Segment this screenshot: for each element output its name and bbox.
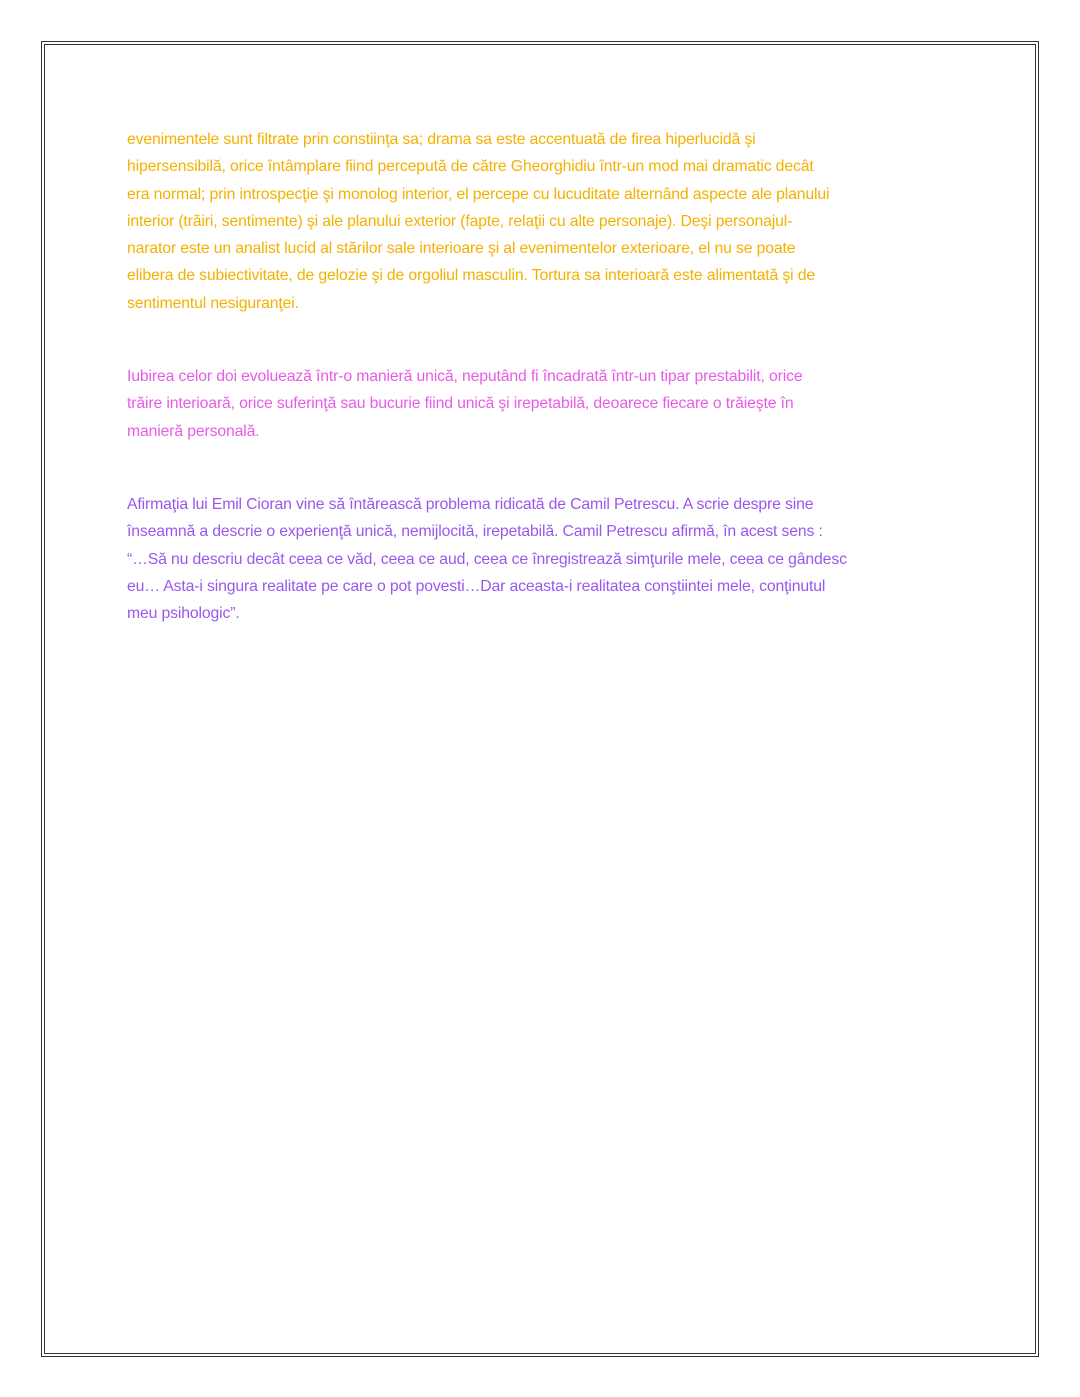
text-line: hipersensibilă, orice întâmplare fiind percepută de către Gheorghidiu într-un mod mai dramatic decât — [127, 158, 814, 176]
text-line: manieră personală. — [127, 422, 260, 440]
paragraph-3 — [127, 491, 957, 627]
paragraph-2 — [127, 363, 957, 445]
paragraph-1 — [127, 126, 957, 317]
text-line: era normal; prin introspecţie şi monolog interior, el percepe cu lucuditate alternând aspecte ale planului — [127, 185, 830, 203]
text-line: înseamnă a descrie o experienţă unică, nemijlocită, irepetabilă. Camil Petrescu afirmă, în acest sens : — [127, 523, 823, 541]
text-line: Iubirea celor doi evoluează într-o manieră unică, neputând fi încadrată într-un tipar prestabilit, orice — [127, 368, 803, 386]
text-line: sentimentul nesiguranţei. — [127, 294, 299, 312]
document-body — [127, 126, 957, 627]
text-line: narator este un analist lucid al stărilor sale interioare şi al evenimentelor exterioare, el nu se poate — [127, 240, 796, 258]
text-line: interior (trăiri, sentimente) şi ale planului exterior (fapte, relaţii cu alte personaje). Deşi personajul- — [127, 212, 793, 230]
text-line: eu… Asta-i singura realitate pe care o pot povesti…Dar aceasta-i realitatea conştiintei mele, conţinutul — [127, 577, 826, 595]
text-line: evenimentele sunt filtrate prin constiinţa sa; drama sa este accentuată de firea hiperlucidă şi — [127, 131, 756, 148]
text-line: trăire interioară, orice suferinţă sau bucurie fiind unică şi irepetabilă, deoarece fiecare o trăieşte în — [127, 395, 794, 413]
text-line: Afirmaţia lui Emil Cioran vine să întărească problema ridicată de Camil Petrescu. A scrie despre sine — [127, 495, 814, 513]
text-line: meu psihologic”. — [127, 605, 240, 623]
text-line: elibera de subiectivitate, de gelozie şi de orgoliul masculin. Tortura sa interioară este alimentată şi de — [127, 267, 816, 285]
text-line: “…Să nu descriu decât ceea ce văd, ceea ce aud, ceea ce înregistrează simţurile mele, ceea ce gândesc — [127, 550, 847, 568]
